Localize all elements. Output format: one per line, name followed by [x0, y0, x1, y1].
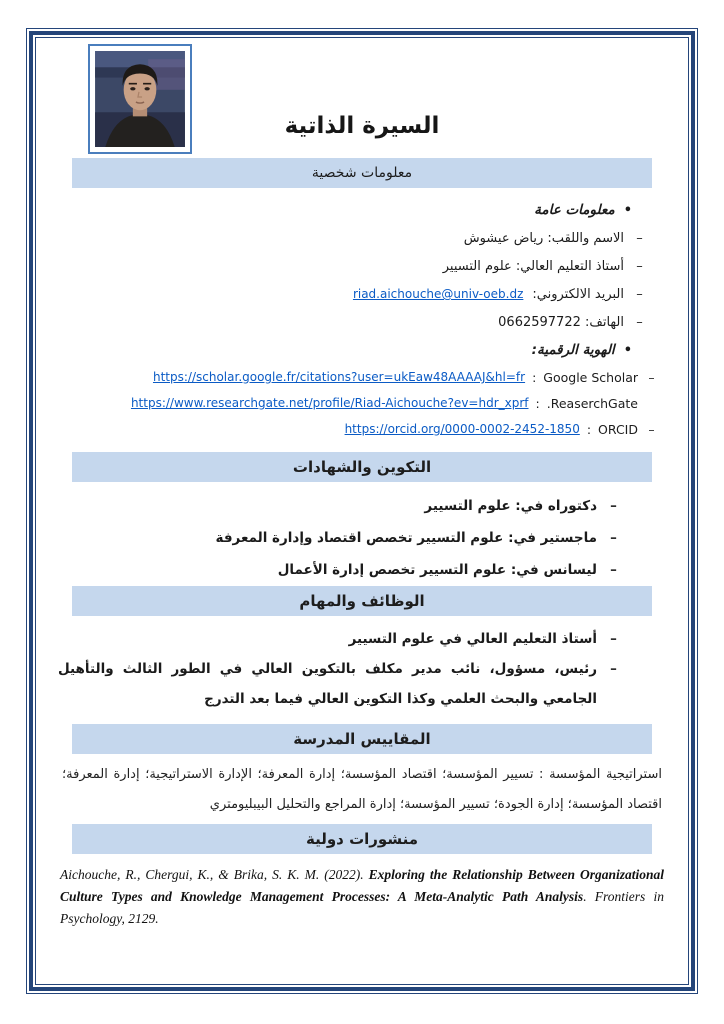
general-info-label: معلومات عامة — [534, 202, 615, 218]
education-item — [58, 554, 666, 586]
portrait-photo-image — [95, 51, 185, 147]
education-item-text: دكتوراه في: علوم التسيير — [424, 498, 597, 514]
phone-value: الهاتف: 0662597722 — [498, 314, 624, 330]
dash-icon: – — [610, 661, 617, 677]
orcid-label: ORCID — [598, 421, 638, 437]
jobs-list — [58, 624, 666, 714]
portrait-photo — [88, 44, 192, 154]
colon: : — [586, 421, 592, 437]
section-header-education: التكوين والشهادات — [72, 452, 652, 482]
job-item — [58, 654, 666, 714]
name-item — [58, 224, 666, 252]
dash-icon: – — [636, 258, 643, 274]
education-item — [58, 490, 666, 522]
page-content — [58, 40, 666, 984]
citation-title: Exploring the Relationship Between Organizational Culture Types and Knowledge Management Processes: A Meta-Analytic Path Analysis — [60, 867, 664, 904]
digital-identity-heading — [58, 336, 666, 364]
section-header-personal: معلومات شخصية — [72, 158, 652, 188]
email-link[interactable]: riad.aichouche@univ-oeb.dz — [352, 287, 524, 301]
page-title: السيرة الذاتية — [284, 113, 440, 139]
citation-authors: Aichouche, R., Chergui, K., & Brika, S. K. M. (2022). — [60, 867, 369, 882]
job-item-text: أستاذ التعليم العالي في علوم التسيير — [348, 631, 597, 647]
modules-paragraph: استراتيجية المؤسسة : تسيير المؤسسة؛ اقتصاد المؤسسة؛ إدارة المعرفة؛ الإدارة الاستراتيجية؛ إدارة المعرفة؛ اقتصاد المؤسسة؛ إدارة الجودة؛ تسيير المؤسسة؛ إدارة المراجع والتحليل البيبليومتري — [62, 767, 662, 812]
section-header-jobs: الوظائف والمهام — [72, 586, 652, 616]
google-scholar-row — [58, 364, 666, 390]
general-info-heading — [58, 196, 666, 224]
colon: : — [535, 395, 540, 411]
digital-identity-label: الهوية الرقمية: — [531, 342, 615, 358]
position-item — [58, 252, 666, 280]
dash-icon: – — [610, 562, 617, 578]
email-label: البريد الالكتروني: — [532, 286, 624, 302]
position-value: أستاذ التعليم العالي: علوم التسيير — [442, 258, 624, 274]
bullet-icon: • — [623, 342, 632, 358]
orcid-row — [58, 416, 666, 442]
section-header-publications: منشورات دولية — [72, 824, 652, 854]
education-item — [58, 522, 666, 554]
researchgate-link[interactable]: https://www.researchgate.net/profile/Riad-Aichouche?ev=hdr_xprf — [130, 396, 529, 410]
citation-journal: . Frontiers in Psychology, 2129. — [60, 889, 664, 926]
dash-icon: – — [648, 421, 655, 437]
dash-icon: – — [636, 314, 643, 330]
google-scholar-link[interactable]: https://scholar.google.fr/citations?user=ukEaw48AAAAJ&hl=fr — [152, 370, 526, 384]
researchgate-row — [58, 390, 666, 416]
job-item-text: رئيس، مسؤول، نائب مدير مكلف بالتكوين العالي في الطور الثالث والتأهيل الجامعي والبحث العلمي وكذا التكوين العالي فيما بعد التدرج — [58, 661, 597, 707]
education-item-text: ليسانس في: علوم التسيير تخصص إدارة الأعمال — [277, 562, 597, 578]
dash-icon: – — [610, 631, 617, 647]
section-header-modules: المقاييس المدرسة — [72, 724, 652, 754]
phone-item — [58, 308, 666, 336]
dash-icon: – — [648, 369, 655, 385]
dash-icon: – — [610, 530, 617, 546]
colon: : — [532, 369, 537, 385]
education-list — [58, 490, 666, 586]
dash-icon: – — [610, 498, 617, 514]
publication-citation — [58, 864, 666, 930]
dash-icon: – — [636, 286, 643, 302]
researchgate-label: ReaserchGate. — [546, 395, 638, 411]
name-value: الاسم واللقب: رياض عيشوش — [463, 230, 624, 246]
email-item — [58, 280, 666, 308]
google-scholar-label: Google Scholar — [543, 369, 638, 385]
orcid-link[interactable]: https://orcid.org/0000-0002-2452-1850 — [344, 422, 580, 436]
bullet-icon: • — [623, 202, 632, 218]
dash-icon: – — [636, 230, 643, 246]
job-item — [58, 624, 666, 654]
education-item-text: ماجستير في: علوم التسيير تخصص اقتصاد وإدارة المعرفة — [215, 530, 597, 546]
